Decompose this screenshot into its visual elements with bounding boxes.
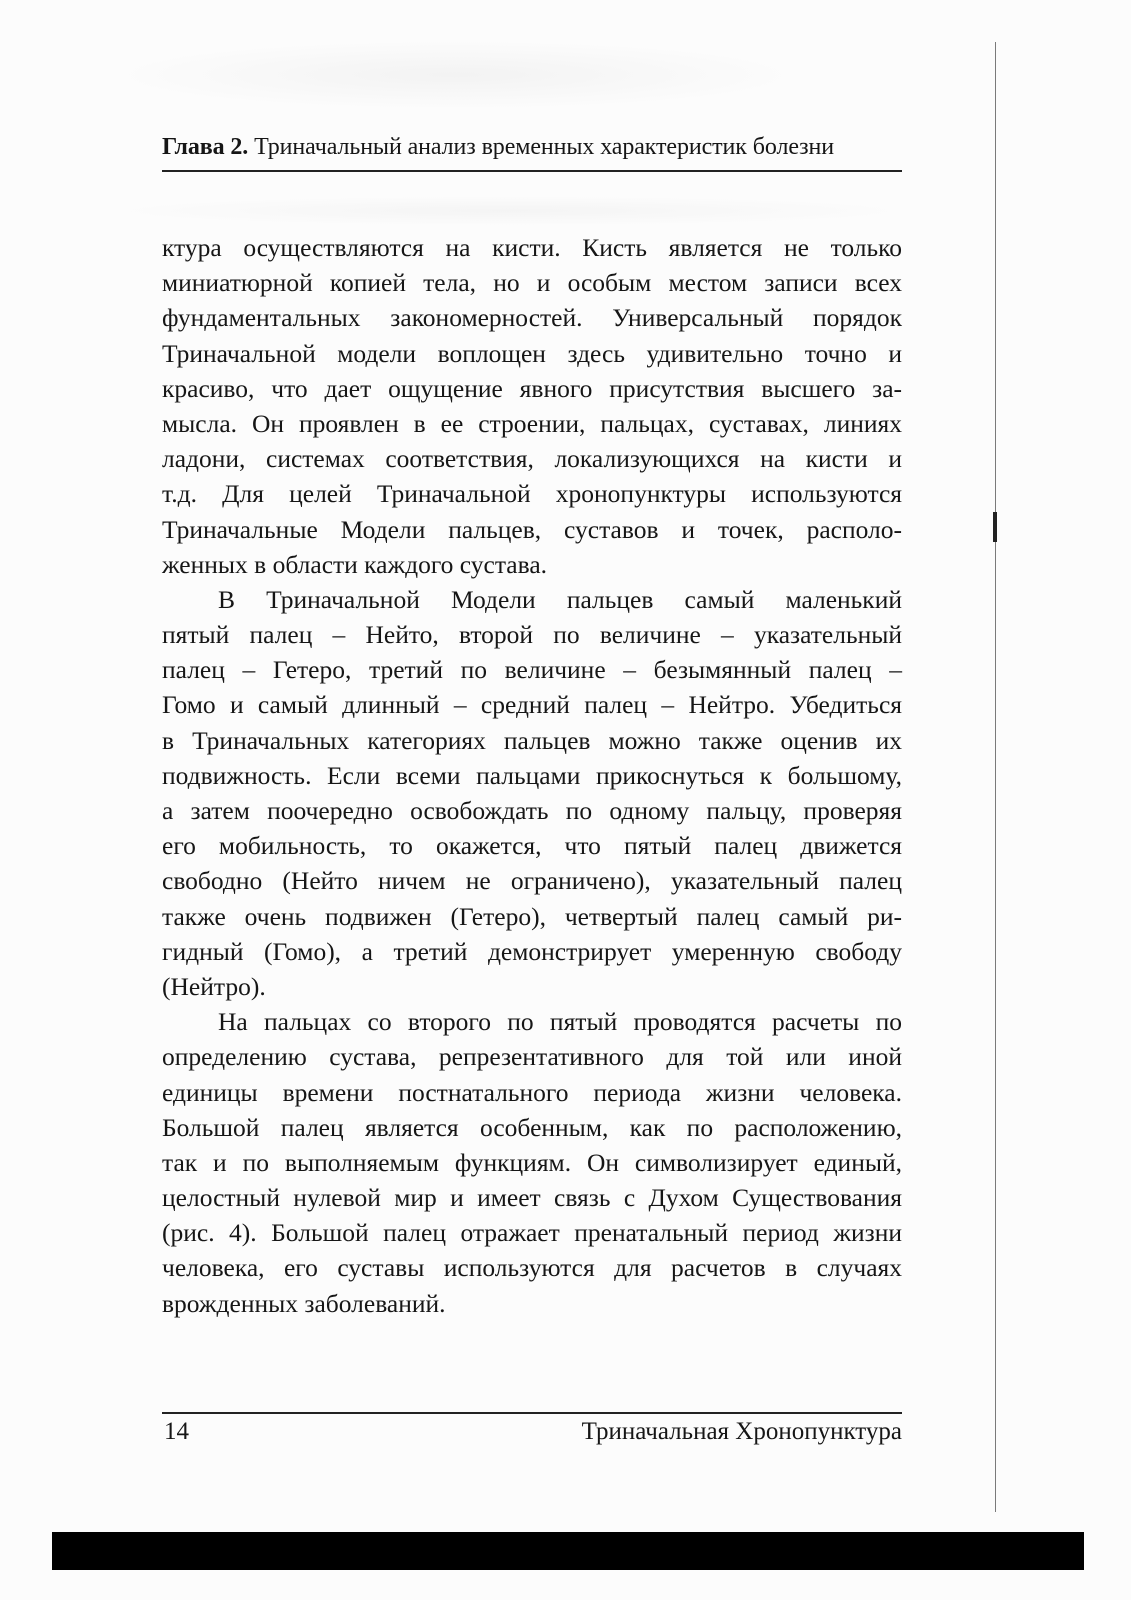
scan-smudge xyxy=(105,40,805,110)
text-line: ладони, системах соответствия, локализующихся на кисти и xyxy=(162,444,902,474)
footer-rule xyxy=(162,1412,902,1414)
text-line: фундаментальных закономерностей. Универсальный порядок xyxy=(162,303,902,333)
text-line: женных в области каждого сустава. xyxy=(162,549,548,579)
text-line: Гомо и самый длинный – средний палец – Нейтро. Убедиться xyxy=(162,690,902,720)
text-line: т.д. Для целей Триначальной хронопунктуры используются xyxy=(162,479,902,509)
chapter-number: Глава 2. xyxy=(162,134,249,160)
text-line: его мобильность, то окажется, что пятый палец движется xyxy=(162,831,902,861)
page-number: 14 xyxy=(164,1418,189,1445)
text-line: Триначальные Модели пальцев, суставов и точек, располо- xyxy=(162,514,902,544)
text-line: В Триначальной Модели пальцев самый маленький xyxy=(218,584,902,614)
text-line: также очень подвижен (Гетеро), четвертый палец самый ри- xyxy=(162,901,902,931)
text-line: Триначальной модели воплощен здесь удивительно точно и xyxy=(162,338,902,368)
text-line: в Триначальных категориях пальцев можно также оценив их xyxy=(162,725,902,755)
text-line: палец – Гетеро, третий по величине – безымянный палец – xyxy=(162,655,902,685)
text-line: (Нейтро). xyxy=(162,971,266,1001)
page-edge-mark xyxy=(993,512,997,542)
scan-smudge xyxy=(100,196,920,226)
text-line: красиво, что дает ощущение явного присутствия высшего за- xyxy=(162,373,902,403)
text-line: ктура осуществляются на кисти. Кисть является не только xyxy=(162,233,902,262)
header-rule xyxy=(162,170,902,172)
text-line: пятый палец – Нейто, второй по величине – указательный xyxy=(162,620,902,650)
text-line: единицы времени постнатального периода жизни человека. xyxy=(162,1077,902,1107)
text-line: На пальцах со второго по пятый проводятся расчеты по xyxy=(218,1007,902,1037)
scan-bottom-band xyxy=(52,1532,1084,1570)
text-line: определению сустава, репрезентативного для той или иной xyxy=(162,1042,902,1072)
text-line: а затем поочередно освобождать по одному пальцу, проверяя xyxy=(162,796,902,825)
text-line: свободно (Нейто ничем не ограничено), указательный палец xyxy=(162,866,902,896)
text-line: целостный нулевой мир и имеет связь с Духом Существования xyxy=(162,1183,902,1213)
text-line: Большой палец является особенным, как по расположению, xyxy=(162,1112,902,1142)
text-line: (рис. 4). Большой палец отражает пренатальный период жизни xyxy=(162,1218,902,1248)
text-line: так и по выполняемым функциям. Он символизирует единый, xyxy=(162,1147,902,1177)
chapter-title: Триначальный анализ временных характеристик болезни xyxy=(254,134,835,160)
running-header xyxy=(162,132,902,162)
text-line: мысла. Он проявлен в ее строении, пальцах, суставах, линиях xyxy=(162,408,902,438)
text-line: миниатюрной копией тела, но и особым местом записи всех xyxy=(162,268,902,298)
page-edge-line xyxy=(995,42,996,1512)
text-line: человека, его суставы используются для расчетов в случаях xyxy=(162,1253,902,1283)
text-line: гидный (Гомо), а третий демонстрирует умеренную свободу xyxy=(162,936,902,966)
body-text xyxy=(162,230,902,1321)
running-footer-title: Триначальная Хронопунктура xyxy=(581,1418,902,1445)
text-line: врожденных заболеваний. xyxy=(162,1288,446,1318)
text-line: подвижность. Если всеми пальцами прикоснуться к большому, xyxy=(162,760,902,790)
